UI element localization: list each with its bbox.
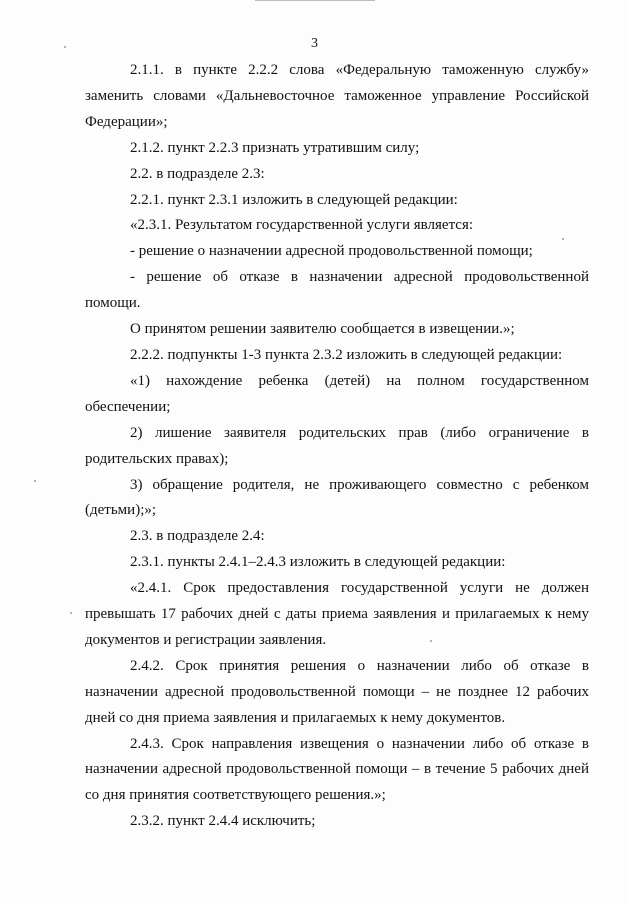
paragraph-2-2-2: 2.2.2. подпункты 1-3 пункта 2.3.2 изложить в следующей редакции: [130,346,563,363]
paragraph-2-3-2: 2.3.2. пункт 2.4.4 исключить; [130,813,316,830]
scan-edge-line [255,0,375,1]
paragraph-2-2: 2.2. в подразделе 2.3: [130,165,265,182]
paragraph-2-1-2: 2.1.2. пункт 2.2.3 признать утратившим силу; [130,139,420,156]
scan-speck [64,46,66,48]
paragraph-2-4-1: «2.4.1. Срок предоставления государственной услуги не должен превышать 17 рабочих дней с даты приема заявления и прилагаемых к нему документов и регистрации заявления. [85,580,589,648]
paragraph-2-4-2: 2.4.2. Срок принятия решения о назначении либо об отказе в назначении адресной продовольственной помощи – не позднее 12 рабочих дней со дня приема заявления и прилагаемых к нему документов. [85,657,589,726]
document-body [85,58,589,835]
paragraph-2-3-1-items: 2.3.1. пункты 2.4.1–2.4.3 изложить в следующей редакции: [130,554,506,571]
scan-speck [34,480,36,482]
paragraph-2-1-1: 2.1.1. в пункте 2.2.2 слова «Федеральную таможенную службу» заменить словами «Дальневосточное таможенное управление Российской Федерации»; [85,62,589,130]
paragraph-item-1: «1) нахождение ребенка (детей) на полном государственном обеспечении; [85,372,589,415]
paragraph-result-assign: - решение о назначении адресной продовольственной помощи; [130,243,533,260]
scan-speck [562,238,564,240]
paragraph-2-3-1: «2.3.1. Результатом государственной услуги является: [130,217,474,234]
paragraph-notice: О принятом решении заявителю сообщается в извещении.»; [130,321,515,338]
scan-speck [70,612,72,614]
page-number: 3 [311,36,318,51]
paragraph-2-2-1: 2.2.1. пункт 2.3.1 изложить в следующей редакции: [130,191,458,208]
paragraph-item-3: 3) обращение родителя, не проживающего совместно с ребенком (детьми);»; [85,476,589,519]
scan-speck [430,640,432,642]
paragraph-result-refuse: - решение об отказе в назначении адресной продовольственной помощи. [85,269,589,312]
paragraph-item-2: 2) лишение заявителя родительских прав (либо ограничение в родительских правах); [85,424,589,467]
paragraph-2-3: 2.3. в подразделе 2.4: [130,528,265,545]
paragraph-2-4-3: 2.4.3. Срок направления извещения о назначении либо об отказе в назначении адресной продовольственной помощи – в течение 5 рабочих дней со дня принятия соответствующего решения.»; [85,735,589,804]
